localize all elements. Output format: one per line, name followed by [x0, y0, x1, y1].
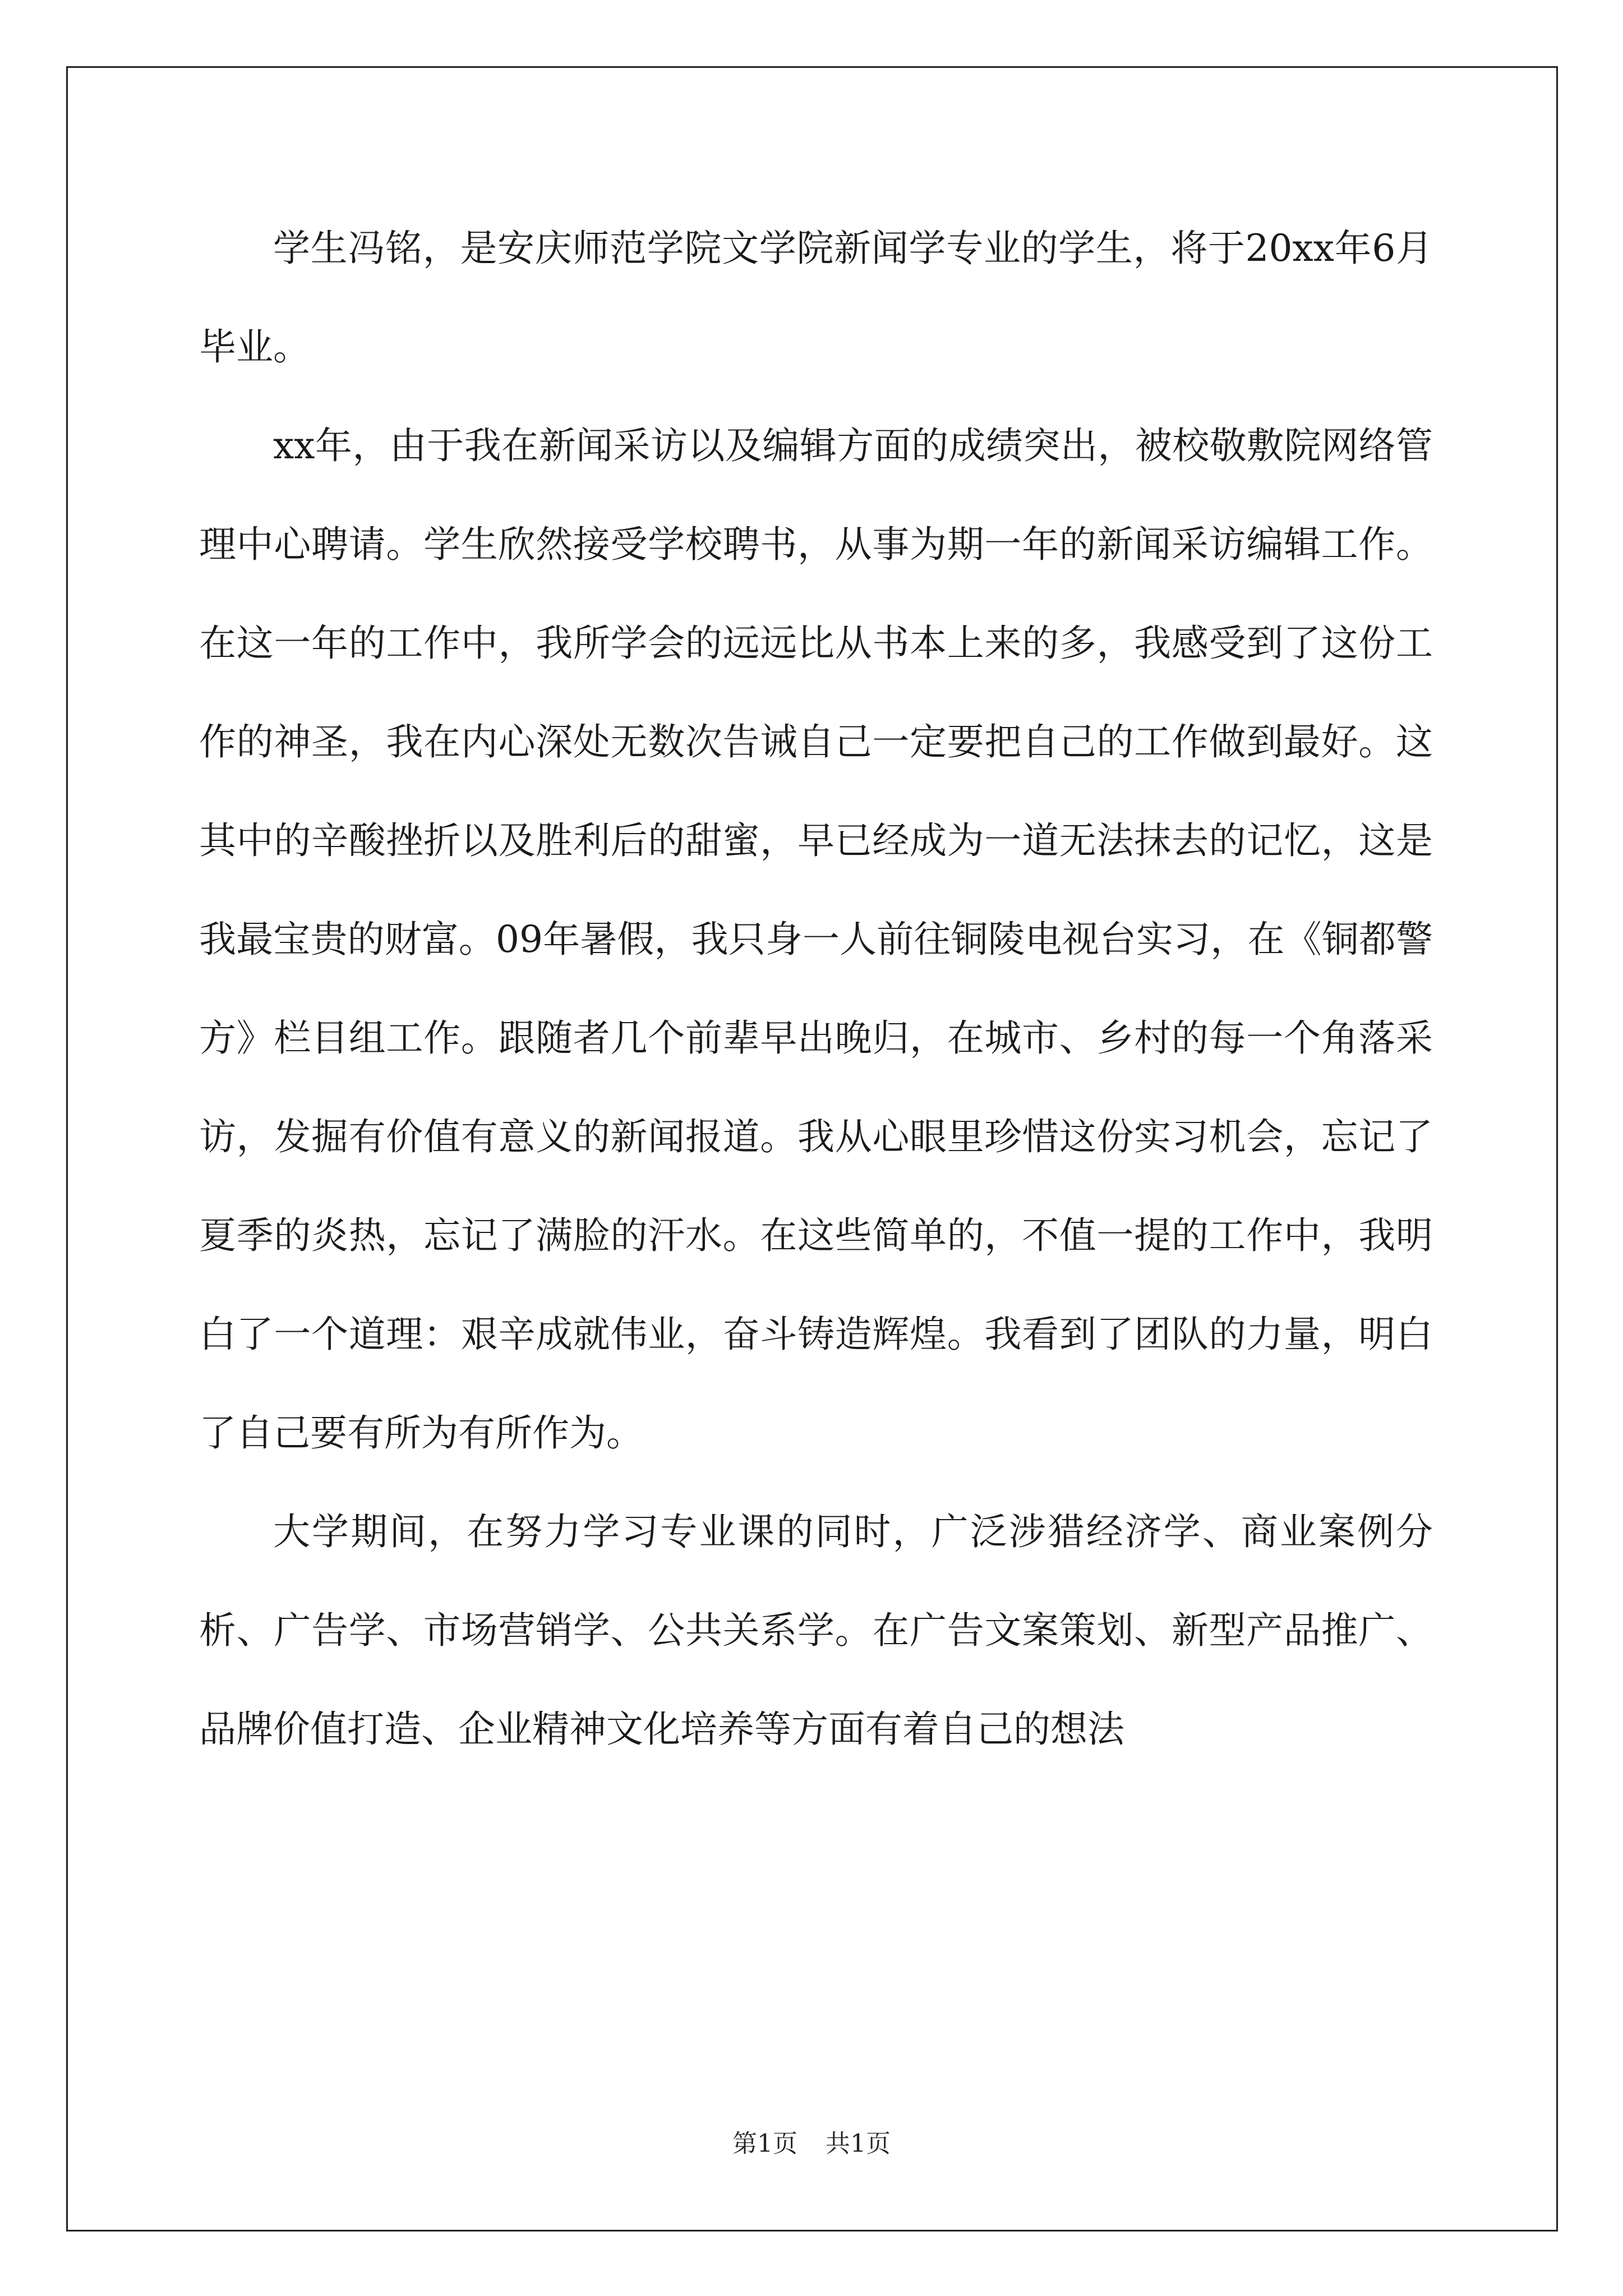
total-pages: 共1页 — [826, 2129, 891, 2158]
paragraph-2: xx年，由于我在新闻采访以及编辑方面的成绩突出，被校敬敷院网络管理中心聘请。学生欣然接受学校聘书，从事为期一年的新闻采访编辑工作。在这一年的工作中，我所学会的远远比从书本上来的多，我感受到了这份工作的神圣，我在内心深处无数次告诫自己一定要把自己的工作做到最好。这其中的辛酸挫折以及胜利后的甜蜜，早已经成为一道无法抹去的记忆，这是我最宝贵的财富。09年暑假，我只身一人前往铜陵电视台实习，在《铜都警方》栏目组工作。跟随者几个前辈早出晚归，在城市、乡村的每一个角落采访，发掘有价值有意义的新闻报道。我从心眼里珍惜这份实习机会，忘记了夏季的炎热，忘记了满脸的汗水。在这些简单的，不值一提的工作中，我明白了一个道理：艰辛成就伟业，奋斗铸造辉煌。我看到了团队的力量，明白了自己要有所为有所作为。 — [199, 424, 1433, 1455]
page-number: 第1页 — [732, 2129, 797, 2158]
paragraph-1: 学生冯铭，是安庆师范学院文学院新闻学专业的学生，将于20xx年6月毕业。 — [199, 227, 1433, 369]
paragraph-3: 大学期间，在努力学习专业课的同时，广泛涉猎经济学、商业案例分析、广告学、市场营销学、公共关系学。在广告文案策划、新型产品推广、品牌价值打造、企业精神文化培养等方面有着自己的想法 — [199, 1510, 1433, 1751]
document-body — [199, 199, 1433, 1779]
page-footer — [0, 2127, 1623, 2161]
